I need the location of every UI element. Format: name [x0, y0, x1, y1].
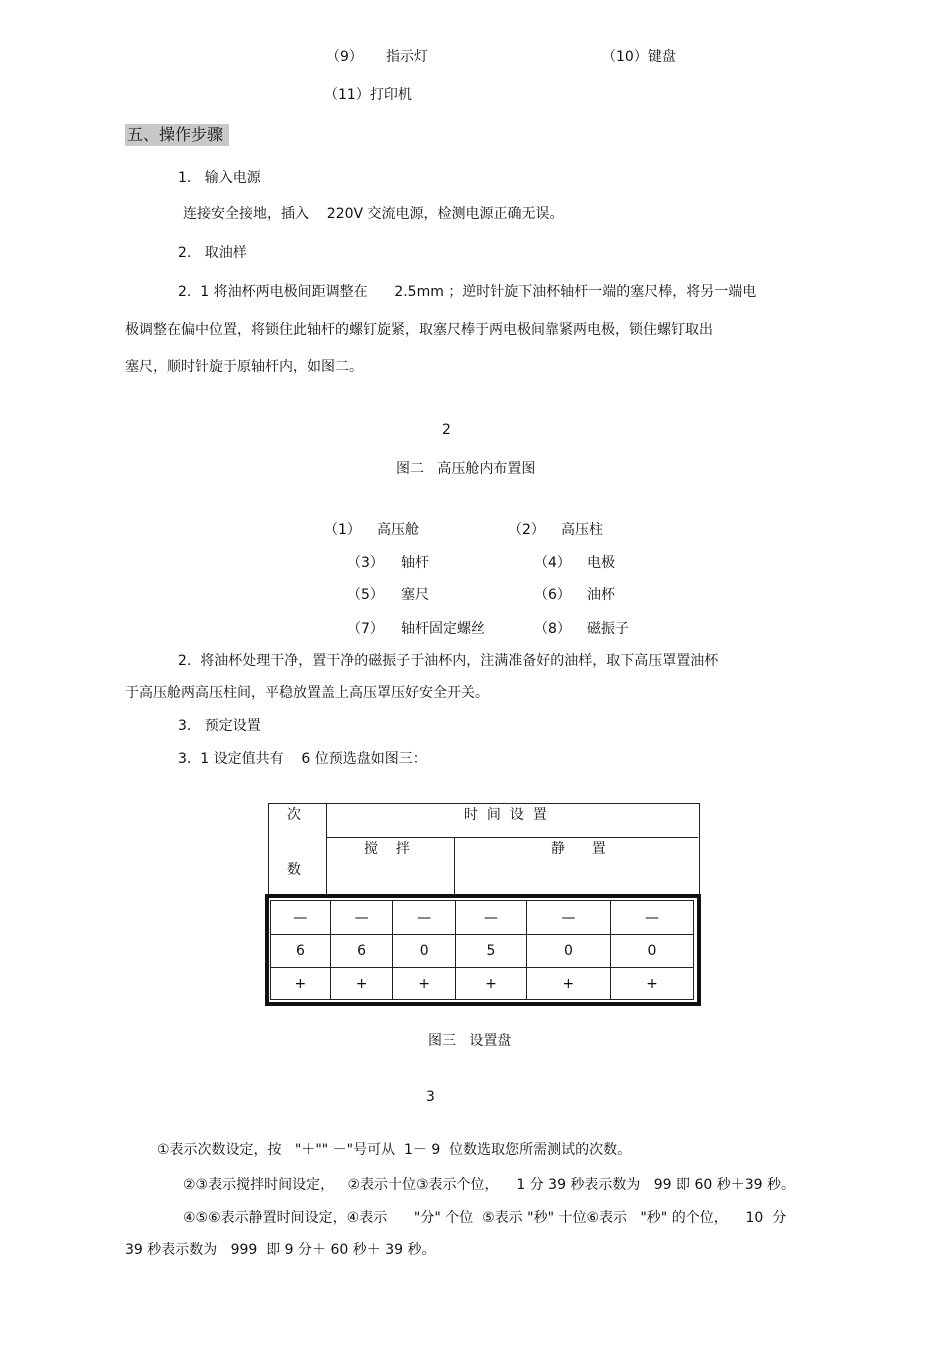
- item-11-label: （11）打印机: [324, 87, 412, 103]
- minus-button[interactable]: —: [393, 901, 456, 935]
- figure-2-caption: 图二 高压舱内布置图: [396, 461, 536, 477]
- step-3-1-text: 3. 1 设定值共有 6 位预选盘如图三：: [178, 751, 427, 767]
- legend-label-1: 高压舱: [377, 522, 419, 538]
- legend-num-1: （1）: [324, 522, 361, 538]
- digit-value: 5: [455, 935, 526, 968]
- legend-num-7: （7）: [347, 621, 384, 637]
- legend-num-8: （8）: [534, 621, 571, 637]
- step-2-2-line-2: 于高压舱两高压柱间，平稳放置盖上高压罩压好安全开关。: [125, 685, 489, 701]
- legend-label-5: 塞尺: [401, 587, 429, 603]
- legend-num-2: （2）: [508, 522, 545, 538]
- note-line-3: ④⑤⑥表示静置时间设定，④表示 "分" 个位 ⑤表示 "秒" 十位⑥表示 "秒" 的个位， 10 分: [183, 1210, 787, 1226]
- dial-header-count-1: 次: [287, 807, 301, 823]
- digit-value: 6: [271, 935, 331, 968]
- minus-button[interactable]: —: [271, 901, 331, 935]
- legend-label-7: 轴杆固定螺丝: [401, 621, 485, 637]
- plus-button[interactable]: +: [393, 968, 456, 1000]
- item-9-label: 指示灯: [386, 49, 428, 65]
- dial-grid: [270, 900, 694, 1000]
- legend-label-8: 磁振子: [587, 621, 629, 637]
- plus-button[interactable]: +: [526, 968, 610, 1000]
- note-line-2: ②③表示搅拌时间设定， ②表示十位③表示个位， 1 分 39 秒表示数为 99 即 60 秒＋39 秒。: [183, 1177, 796, 1193]
- step-2-1-line-1: 2. 1 将油杯两电极间距调整在 2.5mm ；逆时针旋下油杯轴杆一端的塞尺棒，将另一端电: [178, 284, 757, 300]
- plus-row: [271, 968, 694, 1000]
- legend-num-3: （3）: [347, 555, 384, 571]
- page-number-2: 2: [442, 422, 451, 438]
- minus-button[interactable]: —: [330, 901, 393, 935]
- minus-row: [271, 901, 694, 935]
- plus-button[interactable]: +: [330, 968, 393, 1000]
- legend-num-4: （4）: [534, 555, 571, 571]
- dial-header-subdivider: [454, 837, 455, 895]
- section-heading: 五、操作步骤: [125, 124, 229, 146]
- plus-button[interactable]: +: [271, 968, 331, 1000]
- digit-row: [271, 935, 694, 968]
- legend-num-5: （5）: [347, 587, 384, 603]
- dial-header-count-2: 数: [287, 862, 301, 878]
- step-1-text: 连接安全接地，插入 220V 交流电源，检测电源正确无误。: [183, 206, 564, 222]
- digit-value: 0: [526, 935, 610, 968]
- figure-3-caption: 图三 设置盘: [428, 1033, 512, 1049]
- dial-header-stir: 搅 拌: [364, 841, 410, 857]
- note-line-1: ①表示次数设定，按 "＋"" －"号可从 1－ 9 位数选取您所需测试的次数。: [157, 1142, 632, 1158]
- minus-button[interactable]: —: [455, 901, 526, 935]
- dial-header-time: 时 间 设 置: [464, 807, 547, 823]
- digit-value: 6: [330, 935, 393, 968]
- dial-header-divider: [326, 803, 327, 895]
- step-2-1-line-3: 塞尺，顺时针旋于原轴杆内，如图二。: [125, 359, 363, 375]
- step-2-title: 2. 取油样: [178, 245, 247, 261]
- digit-value: 0: [393, 935, 456, 968]
- legend-label-6: 油杯: [587, 587, 615, 603]
- plus-button[interactable]: +: [455, 968, 526, 1000]
- minus-button[interactable]: —: [610, 901, 693, 935]
- legend-label-4: 电极: [587, 555, 615, 571]
- step-2-2-line-1: 2. 将油杯处理干净，置干净的磁振子于油杯内，注满准备好的油样，取下高压罩置油杯: [178, 653, 719, 669]
- item-9-number: （9）: [326, 49, 363, 65]
- minus-button[interactable]: —: [526, 901, 610, 935]
- legend-label-3: 轴杆: [401, 555, 429, 571]
- page-number-3: 3: [426, 1089, 435, 1105]
- legend-num-6: （6）: [534, 587, 571, 603]
- dial-header-rest: 静 置: [551, 841, 606, 857]
- digit-value: 0: [610, 935, 693, 968]
- note-line-4: 39 秒表示数为 999 即 9 分＋ 60 秒＋ 39 秒。: [125, 1242, 436, 1258]
- step-1-title: 1. 输入电源: [178, 170, 261, 186]
- step-2-1-line-2: 极调整在偏中位置，将锁住此轴杆的螺钉旋紧，取塞尺棒于两电极间靠紧两电极，锁住螺钉取出: [125, 322, 713, 338]
- item-10-label: （10）键盘: [602, 49, 676, 65]
- step-3-title: 3. 预定设置: [178, 718, 261, 734]
- legend-label-2: 高压柱: [561, 522, 603, 538]
- dial-header-subline: [326, 837, 698, 838]
- plus-button[interactable]: +: [610, 968, 693, 1000]
